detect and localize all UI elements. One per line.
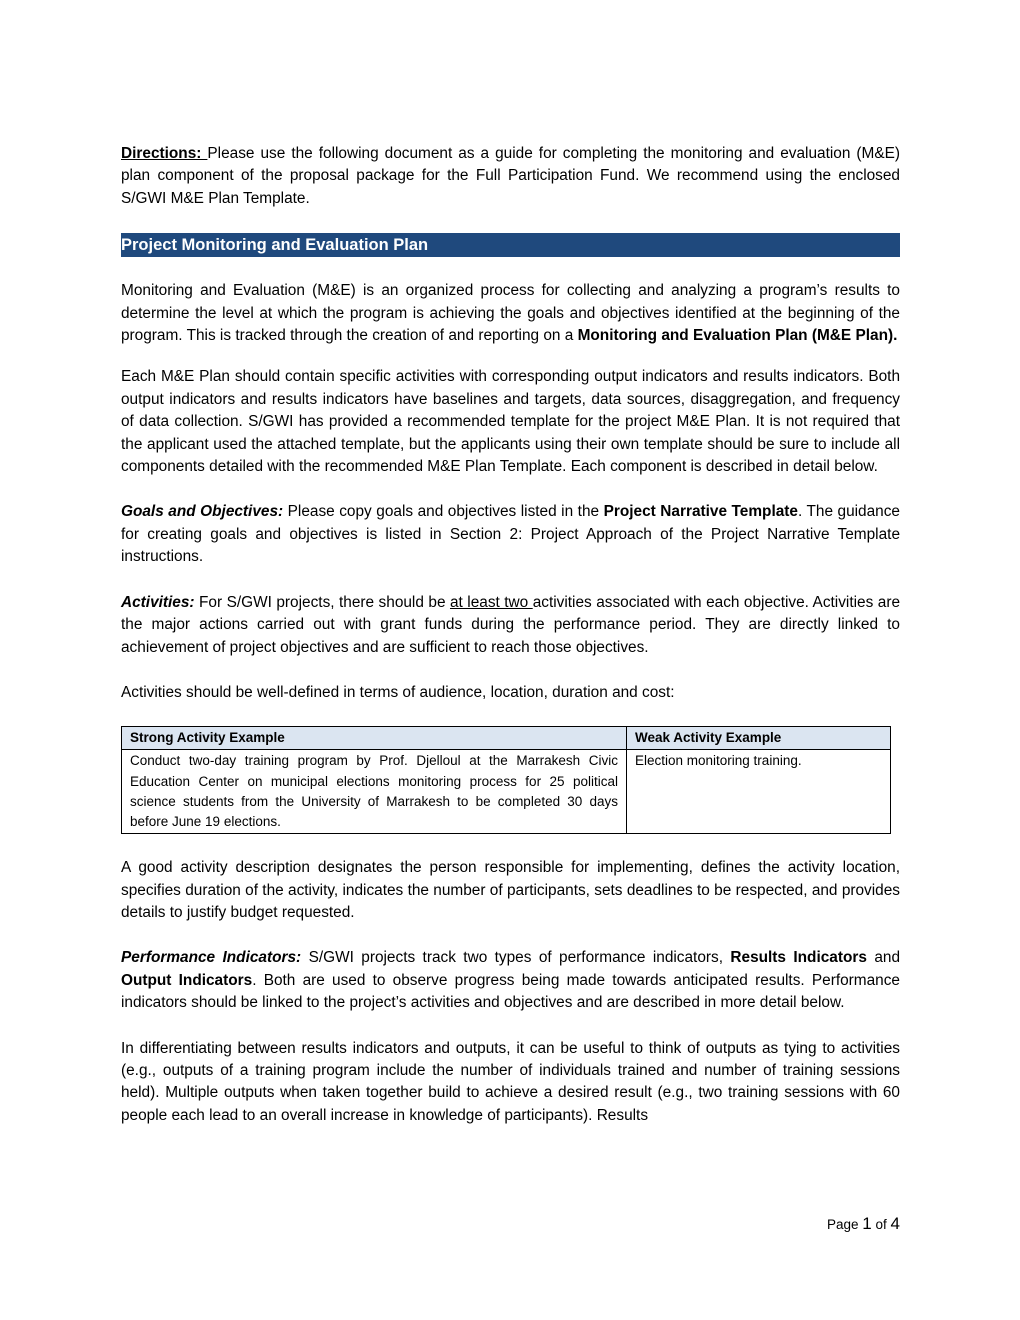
goals-paragraph (121, 501, 900, 568)
strong-example-cell: Conduct two-day training program by Prof. Djelloul at the Marrakesh Civic Education Center on municipal elections monitoring process for 25 political science students from the University of Marrakesh to be completed 30 days before June 19 elections. (122, 750, 627, 834)
directions-label: Directions: (121, 145, 208, 162)
directions-paragraph (121, 143, 900, 210)
page-total: 4 (890, 1214, 900, 1233)
activity-example-table (121, 726, 891, 834)
of-word: of (871, 1217, 891, 1232)
performance-bold-1: Results Indicators (730, 949, 867, 967)
differentiating-paragraph: In differentiating between results indicators and outputs, it can be useful to think of outputs as tying to activities (e.g., outputs of a training program include the number of individuals trained and number of training sessions held). Multiple outputs when taken together build to achieve a desired result (e.g., two training sessions with 60 people each lead to an overall increase in knowledge of participants). Results (121, 1039, 900, 1124)
intro-bold: Monitoring and Evaluation Plan (M&E Plan). (577, 327, 898, 345)
good-activity-paragraph: A good activity description designates the person responsible for implementing, defines the activity location, specifies duration of the activity, indicates the number of participants, sets deadlines to be respected, and provides details to justify budget requested. (121, 859, 900, 921)
performance-text-2: and (866, 949, 901, 967)
page-number: 1 (862, 1214, 872, 1233)
activities-underline: at least two (449, 593, 533, 611)
directions-text: Please use the following document as a guide for completing the monitoring and evaluation (M&E) plan component of the proposal package for the Full Participation Fund. We recommend using the enclosed S/GWI M&E Plan Template. (121, 145, 901, 207)
goals-bold: Project Narrative Template (603, 503, 798, 521)
activities-text-1: For S/GWI projects, there should be (194, 593, 450, 611)
strong-example-header: Strong Activity Example (122, 727, 627, 750)
performance-text-1: S/GWI projects track two types of performance indicators, (301, 949, 731, 967)
page-footer (827, 1214, 900, 1234)
weak-example-header: Weak Activity Example (627, 727, 891, 750)
page-word: Page (827, 1217, 863, 1232)
document-page (121, 143, 900, 1127)
table-row (122, 750, 891, 834)
weak-example-cell: Election monitoring training. (627, 750, 891, 834)
activities-defined-paragraph: Activities should be well-defined in terms of audience, location, duration and cost: (121, 683, 675, 701)
intro-text: Monitoring and Evaluation (M&E) is an organized process for collecting and analyzing a program’s results to determine the level at which the program is achieving the goals and objectives identified at the beginning of the program. This is tracked through the creation of and reporting on a (121, 282, 900, 345)
plan-components-paragraph: Each M&E Plan should contain specific activities with corresponding output indicators and results indicators. Both output indicators and results indicators have baselines and targets, data sources, disaggregation, and frequency of data collection. S/GWI has provided a recommended template for the project M&E Plan. It is not required that the applicant used the attached template, but the applicants using their own template should be sure to include all components detailed with the recommended M&E Plan Template. Each component is described in detail below. (121, 368, 900, 476)
intro-paragraph (121, 280, 900, 347)
performance-text-3: . Both are used to observe progress being made towards anticipated results. Performance indicators should be linked to the project’s activities and objectives and are described in more detail below. (121, 971, 900, 1012)
activities-label: Activities: (121, 593, 195, 611)
performance-label: Performance Indicators: (121, 949, 302, 967)
performance-paragraph (121, 947, 900, 1014)
goals-label: Goals and Objectives: (121, 503, 284, 521)
goals-text-2: . The guidance for creating goals and objectives is listed in Section 2: Project Approach of the Project Narrative Template instructions. (121, 503, 900, 566)
table-header-row (122, 727, 891, 750)
goals-text-1: Please copy goals and objectives listed in the (283, 503, 604, 521)
activities-paragraph (121, 592, 900, 659)
section-heading: Project Monitoring and Evaluation Plan (121, 233, 900, 257)
performance-bold-2: Output Indicators (121, 971, 253, 989)
activities-text-2: activities associated with each objective. Activities are the major actions carried out with grant funds during the performance period. They are directly linked to achievement of project objectives and are sufficient to reach those objectives. (121, 593, 900, 656)
